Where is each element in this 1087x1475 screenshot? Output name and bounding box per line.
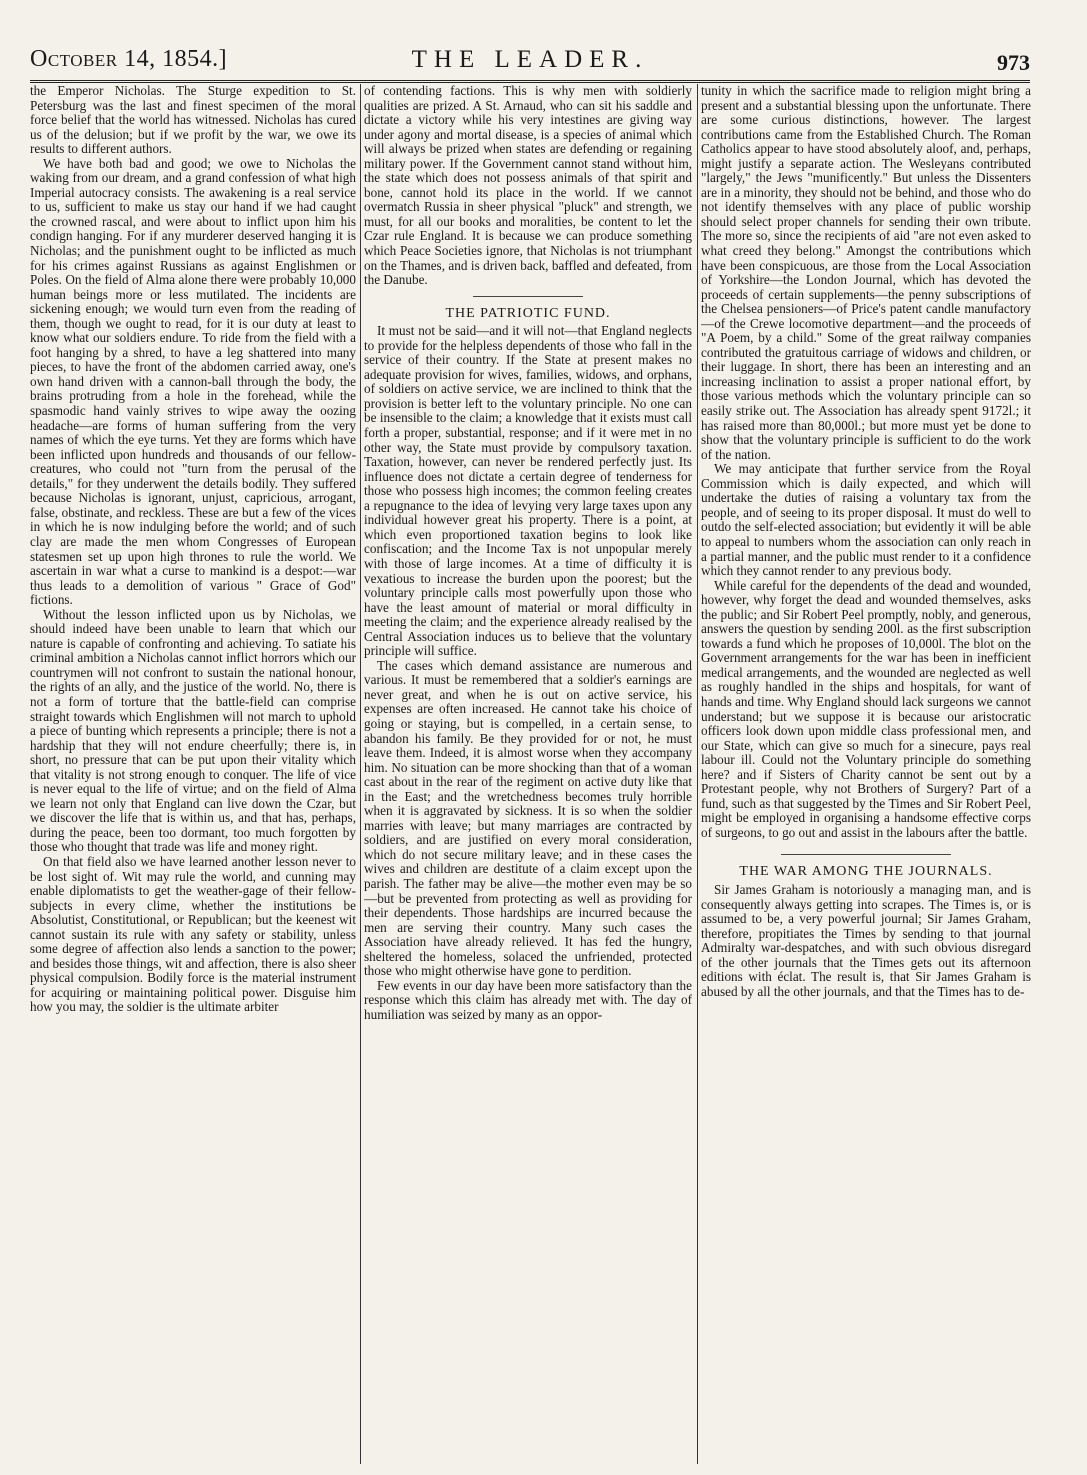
- paragraph: Few events in our day have been more satisfactory than the response which this claim has already met with. The day of humiliation was seized by many as an oppor-: [364, 977, 692, 1022]
- column-divider: [697, 84, 698, 1464]
- column-1: [30, 84, 356, 1464]
- paragraph: We may anticipate that further service from the Royal Commission which is daily expected, and which will undertake the duties of raising a voluntary tax from the people, and of seeing to its proper disposal. It must do well to outdo the self-elected association; but evidently it will be able to appeal to numbers whom the association can only reach in a partial manner, and the public must render to it a confidence which they cannot render to any previous body.: [701, 461, 1031, 579]
- column-3: [701, 84, 1031, 1464]
- paragraph: It must not be said—and it will not—that England neglects to provide for the helpless dependents of those who fall in the service of their country. If the State at present makes no adequate provision for wives, families, widows, and orphans, of soldiers on active service, we are inclined to think that the provision is better left to the voluntary principle. No one can be insensible to the claim; a knowledge that it exists must call forth a proper, substantial, response; and if it were met in no other way, the State must provide by compulsory taxation. Taxation, however, can never be rendered perfectly just. Its influence does not dictate a certain degree of tenderness for those who possess high incomes; the common feeling creates a repugnance to the idea of levying very large taxes upon any individual however great his property. There is a point, at which even proportioned taxation begins to look like confiscation; and the Income Tax is not unpopular merely with those of large incomes. At a time of difficulty it is vexatious to increase the burden upon the poorest; but the voluntary principle calls most powerfully upon those who have the least amount of material or moral difficulty in meeting the claim; and the experience already realised by the Central Association induces us to believe that the voluntary principle will suffice.: [364, 323, 692, 659]
- masthead-title: THE LEADER.: [411, 46, 649, 73]
- paragraph: While careful for the dependents of the dead and wounded, however, why forget the dead and wounded themselves, asks the public; and Sir Robert Peel promptly, nobly, and generous, answers the question by sending 200l. as the first subscription towards a fund which he proposes of 10,000l. The blot on the Government arrangements for the war has been in inefficient medical arrangements, and the wounded are neglected as well as roughly handled in the ships and hospitals, for want of hands and time. Why England should lack surgeons we cannot understand; but we suppose it is because our aristocratic officers look down upon middle class professional men, and our State, which can give so much for a sinecure, pays real labour ill. Could not the Voluntary principle do something here? and if Sisters of Charity cannot be sent out by a Protestant people, why not Brothers of Surgery? Part of a fund, such as that suggested by the Times and Sir Robert Peel, might be employed in organising a handsome effective corps of surgeons, to go out and assist in the labours after the battle.: [701, 577, 1031, 840]
- paragraph: On that field also we have learned another lesson never to be lost sight of. Wit may rule the world, and cunning may enable diplomatists to get the weather-gage of their fellow-subjects in every clime, whether the institutions be Absolutist, Constitutional, or Republican; but the keenest wit cannot sustain its rule with any safety or stability, unless some degree of affection also lends a sanction to the power; and besides those things, wit and affection, there is also sheer physical compulsion. Bodily force is the material instrument for acquiring or maintaining political power. Disguise him how you may, the soldier is the ultimate arbiter: [30, 853, 356, 1015]
- page-header: [30, 46, 1030, 83]
- column-2: [364, 84, 692, 1464]
- paragraph: of contending factions. This is why men with soldierly qualities are prized. A St. Arnaud, who can sit his saddle and dictate a victory while his very intestines are giving way under agony and mortal disease, is a species of animal which will always be prized when states are defending or regaining military power. If the Government cannot stand without him, the state which does not possess animals of that spirit and bone, cannot hold its place in the world. If we cannot overmatch Russia in sheer physical "pluck" and strength, we must, for all our books and moralities, be content to let the Czar rule England. It is because we can produce something which Peace Societies ignore, that Nicholas is not triumphant on the Thames, and is driven back, baffled and defeated, from the Danube.: [364, 84, 692, 288]
- paragraph: Without the lesson inflicted upon us by Nicholas, we should indeed have been unable to learn that which our nature is capable of confronting and achieving. To satiate his criminal ambition a Nicholas cannot inflict horrors which our countrymen will not confront to sustain the national honour, the rights of an ally, and the justice of the world. No, there is not a form of torture that the battle-field can comprise straight towards which Englishmen will not march to uphold a piece of bunting which represents a principle; there is not a hardship that they will not endure cheerfully; there is, in short, no pressure that can be put upon their vitality which that vitality is not strong enough to conquer. The life of vice is never equal to the life of virtue; and on the field of Alma we learn not only that England can live down the Czar, but we discover the life that is within us, and that has, perhaps, during the peace, been too dormant, too much forgotten by those who thought that trade was life and money right.: [30, 606, 356, 855]
- paragraph: We have both bad and good; we owe to Nicholas the waking from our dream, and a grand confession of what high Imperial autocracy consists. The awakening is a real service to us, sufficient to make us stay our hand if we had caught the crowned rascal, and were about to inflict upon him his condign hanging. For if any murderer deserved hanging it is Nicholas; and the punishment ought to be inflicted as much for his crimes against Russians as against Englishmen or Poles. On the field of Alma alone there were probably 10,000 human beings more or less mutilated. The incidents are sickening enough; we would turn even from the reading of them, though we ought to read, for it is our duty at least to know what our soldiers endure. To ride from the field with a foot hanging by a shred, to have a leg shattered into many pieces, to have the front of the abdomen carried away, one's own hand driven with a cannon-ball through the body, the brains protruding from a hole in the forehead, while the spasmodic hand vainly strives to wipe away the oozing headache—are forms of human suffering from the very names of which the eye turns. Yet they are forms which have been inflicted upon hundreds and thousands of our fellow-creatures, who could not "turn from the perusal of the details," for they underwent the details bodily. They suffered because Nicholas is ignorant, unjust, capricious, arrogant, false, obstinate, and reckless. These are but a few of the vices in which he is now indulging before the world; and of such clay are made the men whom Congresses of European statesmen set up upon high thrones to rule the world. We ascertain in war what a curse to mankind is a despot:—war thus leads to a demolition of various " Grace of God" fictions.: [30, 155, 356, 608]
- section-divider: [473, 296, 583, 297]
- paragraph: tunity in which the sacrifice made to religion might bring a present and a substantial blessing upon the unfortunate. There are some curious distinctions, however. The largest contributions came from the Established Church. The Roman Catholics appear to have stood absolutely aloof, and, perhaps, might justify a separate action. The Wesleyans contributed "largely," the Jews "munificently." But unless the Dissenters are in a minority, they should not be behind, and those who do not identify themselves with any place of public worship should select proper channels for sending their own tribute. The more so, since the recipients of aid "are not even asked to what creed they belong." Amongst the contributions which have been conspicuous, are those from the Local Association of Yorkshire—the London Journal, which has devoted the proceeds of certain supplements—the penny subscriptions of the Chelsea pensioners—of Price's patent candle manufactory—of the Crewe locomotive department—and the proceeds of "A Poem, by a child." Some of the great railway companies contributed the gratuitous carriage of widows and children, or their luggage. In short, there has been an interesting and an increasing inclination to assist a proper national effort, by those various methods which the voluntary principle can so easily strike out. The Association has already spent 9172l.; it has raised more than 80,000l.; but more must yet be done to show that the voluntary principle is sufficient to do the work of the nation.: [701, 84, 1031, 462]
- paragraph: The cases which demand assistance are numerous and various. It must be remembered that a soldier's earnings are never great, and when he is out on active service, his expenses are often increased. He cannot take his choice of going or staying, but is compelled, in a certain sense, to abandon his family. Be they provided for or not, he must leave them. Indeed, it is almost worse when they accompany him. No situation can be more shocking than that of a woman cast about in the rear of the regiment on active duty like that in the East; and the wretchedness becomes truly horrible when it is aggravated by sickness. It is so when the soldier marries with leave; but many marriages are contracted by soldiers, and are justified on every moral consideration, which do not secure military leave; and in these cases the wives and children are destitute of a claim except upon the parish. The father may be alive—the mother even may be so—but be prevented from protecting as well as providing for their dependents. Those hardships are incurred because the men are serving their country. Many such cases the Association have already relieved. It has fed the hungry, sheltered the homeless, solaced the unfriended, protected those who might otherwise have gone to perdition.: [364, 657, 692, 979]
- section-heading-patriotic-fund: THE PATRIOTIC FUND.: [445, 305, 611, 321]
- section-heading-war-among-journals: THE WAR AMONG THE JOURNALS.: [739, 864, 993, 880]
- paragraph: Sir James Graham is notoriously a managing man, and is consequently always getting into scrapes. The Times is, or is assumed to be, a very powerful journal; Sir James Graham, therefore, propitiates the Times by sending to that journal Admiralty war-despatches, and with such obvious disregard of the other journals that the Times gets out its afternoon editions with éclat. The result is, that Sir James Graham is abused by all the other journals, and that the Times has to de-: [701, 881, 1031, 999]
- section-divider: [781, 854, 951, 855]
- paragraph: the Emperor Nicholas. The Sturge expedition to St. Petersburg was the last and finest specimen of the moral force belief that the world has witnessed. Nicholas has cured us of the delusion; but if we profit by the war, we owe its results to different authors.: [30, 84, 356, 157]
- page-number: 973: [997, 50, 1030, 75]
- column-divider: [360, 84, 361, 1464]
- issue-date: October 14, 1854.]: [30, 46, 228, 72]
